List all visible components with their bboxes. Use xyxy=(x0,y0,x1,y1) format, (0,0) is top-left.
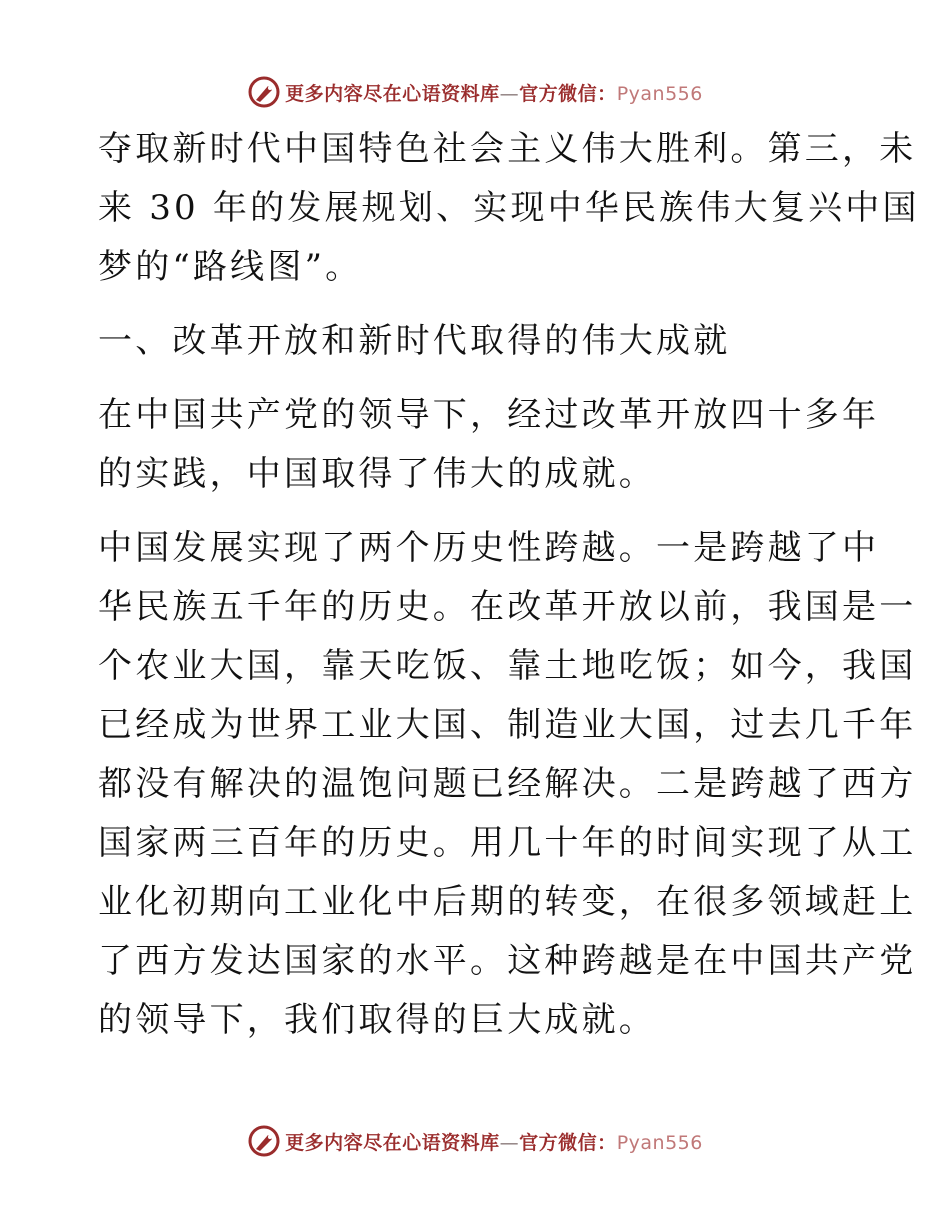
text-line: 华民族五千年的历史。在改革开放以前，我国是一 xyxy=(98,587,917,627)
paragraph-1 xyxy=(98,120,920,297)
pen-nib-logo-icon xyxy=(247,1124,281,1158)
watermark-wechat-label: 官方微信： xyxy=(519,1131,617,1154)
footer-watermark xyxy=(0,1121,950,1161)
section-heading: 一、改革开放和新时代取得的伟大成就 xyxy=(98,321,731,361)
watermark-dash: — xyxy=(499,1131,520,1154)
pen-nib-logo-icon xyxy=(247,75,281,109)
text-line: 的实践，中国取得了伟大的成就。 xyxy=(98,454,656,494)
text-line: 了西方发达国家的水平。这种跨越是在中国共产党 xyxy=(98,941,917,981)
watermark-site-name: 更多内容尽在心语资料库 xyxy=(285,82,500,105)
text-line: 业化初期向工业化中后期的转变，在很多领域赶上 xyxy=(98,882,917,922)
text-line: 已经成为世界工业大国、制造业大国，过去几千年 xyxy=(98,705,917,745)
watermark-text xyxy=(285,79,703,106)
document-body xyxy=(98,120,920,1050)
text-line: 都没有解决的温饱问题已经解决。二是跨越了西方 xyxy=(98,764,917,804)
watermark-handle: Pyan556 xyxy=(616,82,703,105)
watermark-handle: Pyan556 xyxy=(616,1131,703,1154)
text-line: 的领导下，我们取得的巨大成就。 xyxy=(98,1000,656,1040)
text-line: 国家两三百年的历史。用几十年的时间实现了从工 xyxy=(98,823,917,863)
text-line: 在中国共产党的领导下，经过改革开放四十多年 xyxy=(98,395,880,435)
text-line: 中国发展实现了两个历史性跨越。一是跨越了中 xyxy=(98,528,880,568)
watermark-dash: — xyxy=(499,82,520,105)
watermark-text xyxy=(285,1128,703,1155)
watermark-wechat-label: 官方微信： xyxy=(519,82,617,105)
paragraph-2 xyxy=(98,386,880,504)
text-line: 梦的“路线图”。 xyxy=(98,247,363,287)
watermark-site-name: 更多内容尽在心语资料库 xyxy=(285,1131,500,1154)
text-line: 个农业大国，靠天吃饭、靠土地吃饭；如今，我国 xyxy=(98,646,917,686)
header-watermark xyxy=(0,72,950,112)
paragraph-3 xyxy=(98,519,917,1050)
text-line: 来 30 年的发展规划、实现中华民族伟大复兴中国 xyxy=(98,188,920,228)
text-line: 夺取新时代中国特色社会主义伟大胜利。第三，未 xyxy=(98,129,917,169)
